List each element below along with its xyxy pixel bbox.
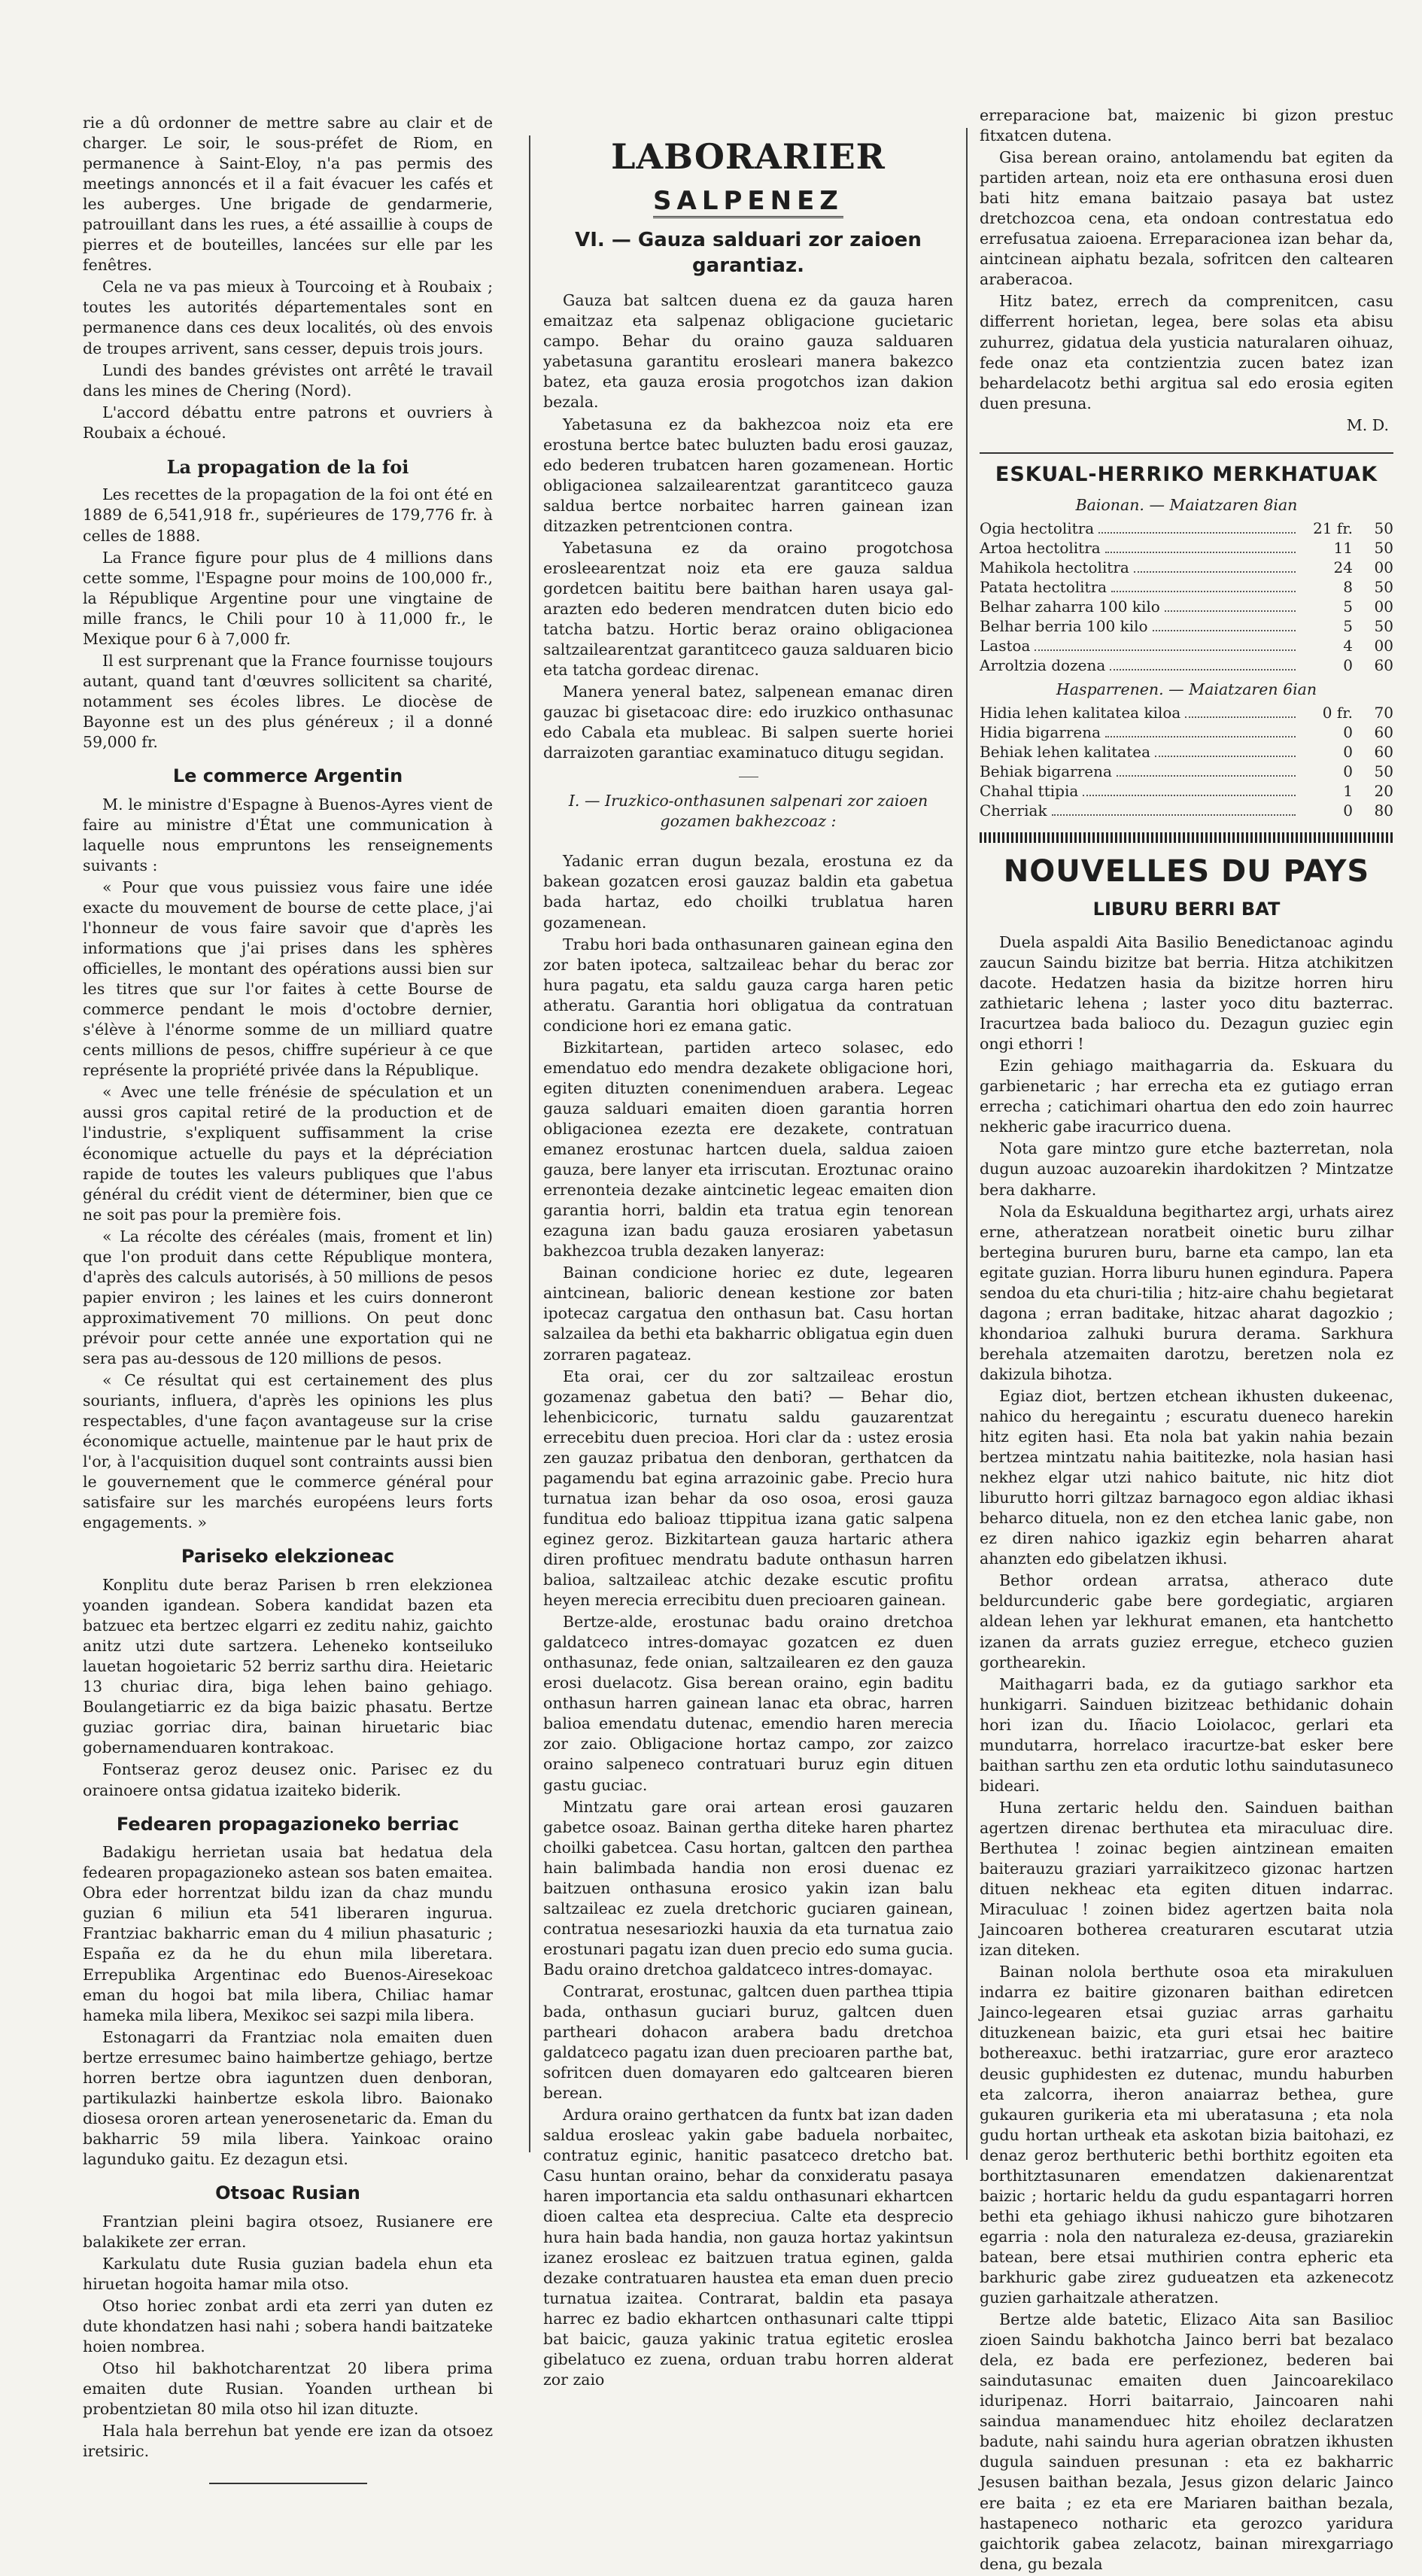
price-centimes: 50 (1374, 762, 1393, 781)
price-francs: 0 (1343, 743, 1353, 762)
price-centimes: 00 (1374, 598, 1393, 616)
dot-leader (1185, 716, 1296, 718)
price-francs: 0 (1343, 801, 1353, 820)
price-francs: 21 fr. (1313, 519, 1353, 538)
intro-paragraph: L'accord débattu entre patrons et ouvriers à Roubaix a échoué. (83, 403, 493, 442)
section-paragraph: Konplitu dute beraz Parisen b rren elekzionea yoanden igandean. Sobera kandidat bazen eta batzuec eta bertzec elgarri ez zeditu nahiz, gaichto anitz utzi dute sartzera. Leheneko kontseiluko lauetan hogoietaric 52 berriz sarthu dira. Heietaric 13 churiac dira, biga lehen baino gehiago. Boulangetiarric ez da biga baizic phasatu. Bertze guziac gorriac dira, bainan hiruetaric biac gobernamenduaren kontrakoac. (83, 1576, 493, 1757)
section-title-propagation: La propagation de la foi (166, 455, 409, 478)
price-row (980, 762, 1393, 781)
market-subheading-baionan: Baionan. — Maiatzaren 8ian (1075, 496, 1298, 515)
market-title: ESKUAL-HERRIKO MERKHATUAK (980, 452, 1393, 488)
price-row (980, 781, 1393, 801)
price-centimes: 70 (1374, 704, 1393, 722)
price-item-name: Behiak lehen kalitatea (980, 743, 1150, 762)
article-paragraph: Bertze-alde, erostunac badu oraino dretchoa galdatceco intres-domayac gozatcen ez duen onthasunaz, fede onian, saltzailearen ez den gauza erosi duelacotz. Gisa berean oraino, egin baditu onthasun harren gainean lanac eta obrac, harren balioa emendatu dutenac, emendio haren merecia zor zaio. Obligacione hortaz campo, zor zaizco oraino salpeneco contratuari buruz egin dituen gastu guciac. (543, 1613, 953, 1794)
column-divider-right (966, 128, 968, 2160)
intro-paragraph: Lundi des bandes grévistes ont arrêté le travail dans les mines de Chering (Nord). (83, 360, 493, 400)
section-paragraph: « Avec une telle frénésie de spéculation et un aussi gros capital retiré de la production et de l'industrie, s'expliquent suffisamment la crise économique actuelle du pays et la dépréciation rapide de toutes les valeurs publiques que l'abus général du crédit vient de déterminer, bien que ce ne soit pas pour la première fois. (83, 1083, 493, 1224)
price-row (980, 636, 1393, 655)
article-paragraph: Gauza bat saltcen duena ez da gauza haren emaitzaz eta salpenaz obligacione gucietaric campo. Behar du oraino gauza salduaren yabetasuna garantitu erosleari manera bakezco batez, eta gauza erosia progotchos izan dakion bezala. (543, 291, 953, 412)
laborarier-title: LABORARIER (611, 136, 886, 177)
price-francs: 5 (1343, 617, 1353, 636)
salpenez-subtitle (543, 184, 953, 218)
news-paragraph: Nota gare mintzo gure etche bazterretan, nola dugun auzoac auzoarekin ihardokitzen ? Mintzatze bera dakharre. (980, 1139, 1393, 1199)
price-centimes: 50 (1374, 578, 1393, 597)
price-item-name: Arroltzia dozena (980, 656, 1106, 675)
price-row (980, 558, 1393, 577)
section-paragraph: Otso horiec zonbat ardi eta zerri yan duten ez dute khondatzen hasi nahi ; sobera handi baitzateke hoien nombrea. (83, 2296, 493, 2356)
dot-leader (1153, 630, 1296, 631)
dot-leader (1098, 532, 1296, 534)
article-paragraph: Bainan condicione horiec ez dute, legearen aintcinean, balioric denean kestione zor baten ipotecaz cargatua den onthasun bat. Casu hortan salzailea da bethi eta bakharric obligatua egin duen zorraren pagateaz. (543, 1264, 953, 1364)
left-column (83, 113, 493, 2505)
liburu-title: LIBURU BERRI BAT (1092, 899, 1281, 920)
article-signature: M. D. (1346, 415, 1389, 434)
price-row (980, 519, 1393, 538)
price-table-baionan (980, 519, 1393, 675)
section-paragraph: « La récolte des céréales (mais, froment et lin) que l'on produit dans cette République montera, d'après des calculs autorisés, à 50 millions de pesos papier environ ; les laines et les cuirs donneront approximativement 70 millions. On peut donc prévoir pour cette année une exportation qui ne sera pas au-dessous de 120 millions de pesos. (83, 1227, 493, 1367)
dot-leader (1134, 571, 1296, 573)
news-paragraph: Bainan nolola berthute osoa eta mirakuluen indarra ez baitire gizonaren baithan ediretcen Jainco-legearen etsai guziac arras garhaitu dituzkenean baizic, eta guri etsai hec baitire bothereaxuc. bethi iratzarriac, gure eror arazteco deusic guphidesten ez dutenac, mundu haburben eta zalcorra, iheron anaiarraz bethea, gure gukauren gurikeria eta mi uberatasuna ; eta nola gudu hortan urtheak eta askotan bizia baitohazi, ez denaz geroz berthuteric bethi borthitz egoiten eta borthitztasunaren emendatzen dakienarentzat baizic ; hortaric heldu da gudu espantagarri horren bethi eta gehiago ikhusi nahiczo gure bihotzaren egarria : nola den naturaleza ez-deusa, graziarekin batean, bere etsai muthirien contra epheric eta barkhuric gabe zirez gudueatzen eta azkenecotz guzien garhaitzale atheratzen. (980, 1963, 1393, 2307)
article-paragraph: Yadanic erran dugun bezala, erostuna ez da bakean gozatcen erosi gauzaz baldin eta gabetua bada hartaz, edo choilki trublatua haren gozamenean. (543, 852, 953, 932)
price-centimes: 60 (1374, 723, 1393, 742)
article-paragraph: Ardura oraino gerthatcen da funtx bat izan daden saldua erosleac yakin gabe baduela norbaitec, contratuz eginic, hanitic pasatceco dretcho bat. Casu huntan oraino, behar da conxideratu pasaya haren importancia eta saldu onthasunari ekhartcen dioen caltea eta despreciua. Calte eta desprecio hura hain bada handia, non gauza hortaz yakintsun izanez erosleac ez baitzuen tratua eginen, galda dezake contratuaren haustea eta eman duen precio turnatua izaitea. Contrarat, baldin eta pasaya harrec ez badio ekhartcen onthasunari calte ttippi bat baicic, gauza yakinic tratua egitetic erosleа gibelatuco ez zuena, orduan trabu horren alderat zor zaio (543, 2106, 953, 2389)
ornamental-band (980, 832, 1393, 843)
section-paragraph: « Ce résultat qui est certainement des plus souriants, influera, d'après les opinions les plus respectables, d'une façon avantageuse sur la crise économique actuelle, maintenue par le haut prix de l'or, à l'acquisition duquel sont contraints aussi bien le gouvernement que le commerce général pour satisfaire sur les marchés européens leurs forts engagements. » (83, 1371, 493, 1532)
price-francs: 0 fr. (1322, 704, 1353, 722)
price-item-name: Cherriak (980, 801, 1047, 820)
middle-column (543, 105, 953, 2392)
section-paragraph: M. le ministre d'Espagne à Buenos-Ayres vient de faire au ministre d'État une communication à laquelle nous empruntons les renseignements suivants : (83, 795, 493, 874)
price-item-name: Chahal ttipia (980, 782, 1079, 801)
price-francs: 5 (1343, 598, 1353, 616)
dot-leader (1052, 814, 1296, 816)
salpenez-subtitle-text: SALPENEZ (653, 186, 843, 218)
article-paragraph: Contrarat, erostunac, galtcen duen parthea ttipia bada, onthasun guciari buruz, galtcen duen partheari dohacon arabera badu dretchoa galdatceco pagatu izan duen precioaren parthe bat, sofritcen duen domayaren edo galtcearen bieren berean. (543, 1981, 953, 2103)
section-paragraph: Karkulatu dute Rusia guzian badela ehun eta hiruetan hogoita hamar mila otso. (83, 2254, 493, 2293)
section-paragraph: Les recettes de la propagation de la foi ont été en 1889 de 6,541,918 fr., supérieures de 179,776 fr. à celles de 1888. (83, 485, 493, 545)
section-title-commerce-argentin: Le commerce Argentin (172, 765, 403, 787)
article-paragraph: Mintzatu gare orai artean erosi gauzaren gabetce osoaz. Bainan gertha diteke haren phartez choilki gabetcea. Casu hortan, galtcen den parthea hain balimbada handia non erosi duenac ez baitzuen onthasuna erosico yakin izan balu saltzaileac ez zuela dretchoric guciaren gainean, contratua nesesariozki hauxia da eta turnatua zaio erostunari pagatu izan duen precio edo suma gucia. Badu oraino dretchoa galdatceco intres-domayac. (543, 1797, 953, 1978)
price-item-name: Patata hectolitra (980, 578, 1108, 597)
section-title-otsoac: Otsoac Rusian (215, 2182, 360, 2203)
market-subheading-hasparren: Hasparrenen. — Maiatzaren 6ian (1056, 680, 1317, 699)
price-centimes: 80 (1374, 801, 1393, 820)
dot-leader (1110, 669, 1296, 671)
section-title-pariseko: Pariseko elekzioneac (181, 1546, 395, 1568)
article-subheading: I. — Iruzkico-onthasunen salpenari zor zaioen gozamen bakhezcoaz : (568, 792, 928, 831)
dot-leader (1083, 795, 1296, 796)
nouvelles-title: NOUVELLES DU PAYS (1003, 854, 1370, 890)
price-row (980, 538, 1393, 558)
price-item-name: Hidia lehen kalitatea kiloa (980, 704, 1181, 722)
price-item-name: Ogia hectolitra (980, 519, 1095, 538)
section-paragraph: La France figure pour plus de 4 millions dans cette somme, l'Espagne pour moins de 100,000 fr., la République Argentine pour une vingtaine de mille francs, le Chili pour 10 à 11,000 fr., le Mexique pour 6 à 7,000 fr. (83, 548, 493, 648)
article-paragraph: Yabetasuna ez da bakhezcoa noiz eta ere erostuna bertce batec buluzten badu erosi gauzaz, edo bederen trubatcen haren gozamenean. Hortic obligacionea salzailearentzat garantitceco gauza saldua bertce norbaitec harren gainean izan ditzazken petrentcionen contra. (543, 415, 953, 535)
dot-leader (1117, 775, 1296, 777)
end-rule (209, 2483, 367, 2484)
dot-leader (1105, 736, 1296, 738)
article-paragraph: Hitz batez, errech da comprenitcen, casu differrent horietan, legea, bere solas eta abisu zuhurrez, gidatua dela yusticia naturalaren oihuaz, fede onaz eta contzientzia zucen batez izan behardelacotz bethi argitua sal edo erosia egiten duen presuna. (980, 292, 1393, 412)
news-paragraph: Nola da Eskualduna begithartez argi, urhats airez erne, atheratzean noratbeit oinetic buru zilhar bertegina bururen buru, barne eta campo, lan eta egitate guzian. Horra liburu hunen egindura. Papera sendoa du eta churi-tilia ; hitz-aire chahu begietarat dagona ; erran baditake, hitzac aharat dagozkio ; khondarioa zalhuki burura derama. Sarkhura berehala atzemaiten darotzu, beretzen nola ez dakizula bihotza. (980, 1202, 1393, 1383)
price-francs: 0 (1343, 723, 1353, 742)
article-paragraph: Eta orai, cer du zor saltzaileac erostun gozamenaz gabetua den bati? — Behar dio, lehenbicicoric, turnatu saldu gauzarentzat errecebitu duen precioa. Hori clar da : ustez erosia zen gauzaz pribatua den denboran, gerthatcen da pagamendu bat egina arrazoinic gabe. Precio hura turnatua izan behar da oso osoa, erosi gauza funditua edo balioaz ttippitua izana gatic salpena eginez geroz. Bizkitartean gauza hartaric athera diren profituec mendratu badute onthasun harren balioa, saltzaileac atchic dezake escutic profitu heyen merecia errecibitu duen precioaren gainean. (543, 1367, 953, 1610)
price-table-hasparren (980, 703, 1393, 820)
section-title-fedearen: Fedearen propagazioneko berriac (116, 1813, 460, 1835)
section-paragraph: Estonagarri da Frantziac nola emaiten duen bertze erresumec baino haimbertze gehiago, bertze horren bertze obra iaguntzen duen denboran, partikulazki hainbertze eskola libro. Baionako diosesa ororen artean yenerosenetaric da. Eman du bakharric 59 mila libera. Yainkoac oraino lagunduko gaitu. Ez dezagun etsi. (83, 2027, 493, 2168)
price-row (980, 577, 1393, 597)
price-francs: 0 (1343, 762, 1353, 781)
price-row (980, 597, 1393, 616)
price-item-name: Belhar zaharra 100 kilo (980, 598, 1160, 616)
intro-paragraph: rie a dû ordonner de mettre sabre au clair et de charger. Le soir, le sous-préfet de Riom, en permanence à Saint-Eloy, n'a pas permis des meetings annoncés et il a fait évacuer les cafés et les auberges. Une brigade de gendarmerie, patrouillant dans les rues, a été assaillie à coups de pierres et de bouteilles, lancées sur elle par les fenêtres. (83, 114, 493, 275)
price-centimes: 00 (1374, 637, 1393, 655)
price-francs: 1 (1343, 782, 1353, 801)
section-paragraph: Badakigu herrietan usaia bat hedatua dela fedearen propagazioneko astean sos baten emaitea. Obra eder horrentzat bildu izan da chaz mundu guzian 6 miliun eta 541 liberaren ingurua. Frantziac bakharric eman du 4 miliun phasaturic ; España ez da he du ehun mila liberetara. Errepublika Argentinac edo Buenos-Airesekoac eman du hogoi bat mila libera, Chiliac hamar hameka mila libera, Mexikoc sei sazpi mila libera. (83, 1843, 493, 2024)
dot-leader (1105, 552, 1296, 553)
news-paragraph: Ezin gehiago maithagarria da. Eskuara du garbienetaric ; har errecha eta ez gutiago erran errecha ; catichimari ohartua den edo zoin haurrec nekheric gabe iracurrico duena. (980, 1057, 1393, 1136)
section-paragraph: Otso hil bakhotcharentzat 20 libera prima emaiten dute Rusian. Yoanden urthean bi probentzietan 80 mila otso hil izan dituzte. (83, 2359, 493, 2419)
price-item-name: Mahikola hectolitra (980, 558, 1129, 577)
price-francs: 24 (1333, 558, 1353, 577)
price-item-name: Lastoa (980, 637, 1031, 655)
price-item-name: Belhar berria 100 kilo (980, 617, 1148, 636)
price-row (980, 703, 1393, 722)
price-item-name: Hidia bigarrena (980, 723, 1101, 742)
section-paragraph: Frantzian pleini bagira otsoez, Rusianere ere balakikete zer erran. (83, 2212, 493, 2251)
price-centimes: 00 (1374, 558, 1393, 577)
dot-leader (1165, 610, 1296, 612)
intro-paragraph: Cela ne va pas mieux à Tourcoing et à Roubaix ; toutes les autorités départementales sont en permanence dans ces deux localités, où des envois de troupes arrivent, sans cesser, depuis trois jours. (83, 278, 493, 357)
section-paragraph: Il est surprenant que la France fournisse toujours autant, quand tant d'œuvres sollicitent sa charité, notamment ses écoles libres. Le diocèse de Bayonne est un des plus généreux ; il a donné 59,000 fr. (83, 651, 493, 751)
price-item-name: Artoa hectolitra (980, 539, 1101, 558)
section-paragraph: Fontseraz geroz deusez onic. Parisec ez du orainoere ontsa gidatua izaiteko biderik. (83, 1760, 493, 1799)
price-francs: 11 (1333, 539, 1353, 558)
price-centimes: 50 (1374, 617, 1393, 636)
price-francs: 8 (1343, 578, 1353, 597)
article-paragraph: Manera yeneral batez, salpenean emanac diren gauzac bi gisetacoac dire: edo iruzkico onthasunac edo Cabala eta mubleac. Bi salpen suerte horiei darraizoten garantiac examinatuco ditugu segidan. (543, 683, 953, 762)
price-centimes: 50 (1374, 539, 1393, 558)
price-row (980, 616, 1393, 636)
article-paragraph: Gisa berean oraino, antolamendu bat egiten da partiden artean, noiz eta ere onthasuna erosi duen bati hitz emana baitzaio pasaya bat ustez dretchozcoa cena, eta ondoan contrestatua edo errefusatua zaioena. Erreparacionea izan behar da, aintcinean aiphatu bezala, sofritcen den caltearen araberacoa. (980, 148, 1393, 289)
price-item-name: Behiak bigarrena (980, 762, 1112, 781)
price-francs: 4 (1343, 637, 1353, 655)
price-centimes: 60 (1374, 743, 1393, 762)
price-centimes: 50 (1374, 519, 1393, 538)
news-paragraph: Maithagarri bada, ez da gutiago sarkhor eta hunkigarri. Sainduen bizitzeac bethidanic dohain hori izan du. Iñacio Loiolacoc, gerlari eta mundutarra, horrelaco iracurtze-bat esker bere baithan sarthu zen eta ordutic lothu saindutasuneco bideari. (980, 1674, 1393, 1795)
news-paragraph: Huna zertaric heldu den. Sainduen baithan agertzen direnac berthutea eta miraculuac dire. Berthutea ! zoinac begien aintzinean emaiten baiterauzu graziari yarraikitzeco gizonac hartzen dituen nekheac eta egiten dituen indarrac. Miraculuac ! zoinen bidez agertzen baita nola Jaincoaren botherea creaturaren escutarat utzia izan diteken. (980, 1798, 1393, 1960)
section-paragraph: Hala hala berrehun bat yende ere izan da otsoez iretsiric. (83, 2422, 493, 2461)
dot-leader (1111, 591, 1296, 592)
article-paragraph: Yabetasuna ez da oraino progotchosa erosleearentzat noiz eta ere gauza saldua gordetcen baititu bere baithan haren usaya gal-arazten edo bederen mendratcen duten bicio edo tatcha batzu. Hortic beraz oraino obligacionea saltzailearentzat garantitceco gauza salduaren bicio eta tatcha gordeac direnac. (543, 538, 953, 680)
column-divider-left (529, 135, 530, 2152)
right-column (980, 105, 1393, 2576)
price-row (980, 742, 1393, 762)
article-paragraph: Bizkitartean, partiden arteco solasec, edo emendatuo edo mendra dezakete obligacione hori, egiten dituzten conenimenduen arabera. Legeac gauza salduari emaiten dioen garantia horren obligacionea ezezta ere dezakete, contratuan emanez erostunac hartcen duela, saldua zaioen gauza, bere lanyer eta irriscutan. Eroztunac oraino errenonteia dezake aintcinetic legeac emaiten dion garantia horri, baldin eta tratua egin tenorean ezaguna izan badu gauza erosiaren yabetasun bakhezcoa trubla dezaken lanyeraz: (543, 1038, 953, 1261)
dot-leader (1155, 756, 1296, 757)
article-paragraph: erreparacione bat, maizenic bi gizon prestuc fitxatcen dutena. (980, 106, 1393, 145)
article-paragraph: Trabu hori bada onthasunaren gainean egina den zor baten ipoteca, saltzaileac behar du berac zor hura pagatu, eta saldu gauza carga haren petic atheratu. Garantia hori obligatua da contratuan condicione hori ez emana gatic. (543, 935, 953, 1035)
section-paragraph: « Pour que vous puissiez vous faire une idée exacte du mouvement de bourse de cette place, j'ai l'honneur de vous faire savoir que d'après les informations que j'ai prises dans les sphères officielles, le montant des opérations aussi bien sur les titres que sur l'or faites à cette Bourse de commerce pendant le mois d'octobre dernier, s'élève à l'énorme somme de un milliard quatre cents millions de pesos, chiffre supérieur à ce que représente la propriété privée dans la République. (83, 877, 493, 1080)
price-row (980, 722, 1393, 742)
article-title: VI. — Gauza salduari zor zaioen garantiaz. (575, 228, 922, 277)
price-row (980, 801, 1393, 820)
price-row (980, 655, 1393, 675)
news-paragraph: Bertze alde batetic, Elizaco Aita san Basilioc zioen Saindu bakhotcha Jainco berri bat bezalaco dela, ez bada ere perfezionez, bederen bai saindutasunac emaiten duen Jaincoarekilaco iduripenaz. Horri baitarraio, Jaincoaren nahi saindua manamenduec hitz ehoilez declaratzen badute, nahi saindu hura agerian obratzen ikhusten dugula sainduen presunan : eta ez bakharric Jesusen baithan bezala, Jesus gizon delaric Jainco ere baita ; ez eta ere Mariaren baithan bezala, hastapeneco notharic eta gerozco yaridura gaichtorik gabea zelacotz, bainan mirexgarriago dena, gu bezala (980, 2310, 1393, 2573)
news-paragraph: Bethor ordean arratsa, atheraco dute beldurcunderic gabe bere gordegiatic, argiaren aldean lehen yar lekhurat emanen, eta hantchetto izanen da arrats guziez erregue, etcheco guzien gorthearekin. (980, 1571, 1393, 1671)
price-centimes: 60 (1374, 656, 1393, 675)
price-centimes: 20 (1374, 782, 1393, 801)
dot-leader (1035, 649, 1296, 651)
news-paragraph: Duela aspaldi Aita Basilio Benedictanoac agindu zaucun Saindu bizitze bat berria. Hitza atchikitzen dacote. Hedatzen hasia da bizitze horren hiru zathietaric lehena ; laster yoco ditu bazterrac. Iracurtzea bada balioco du. Dezagun guziec egin ongi ethorri ! (980, 932, 1393, 1054)
price-francs: 0 (1343, 656, 1353, 675)
news-paragraph: Egiaz diot, bertzen etchean ikhusten dukeenac, nahico du heregaintu ; escuratu dueneco harekin hitz egiten hasi. Eta nola bat yakin nahia bezain bertzea mintzatu nahia baititezke, nola hasian hasi nekhez elgar utzi nahico baitute, nic hitz diot liburutto horri giltzaz barnagoco egon aldiac ikhasi beharco dituela, non ez den etchea lanic gabe, non ez diren nahico igazkiz egin beharren aharat ahanzten edo gibelatzen ikhusi. (980, 1386, 1393, 1568)
